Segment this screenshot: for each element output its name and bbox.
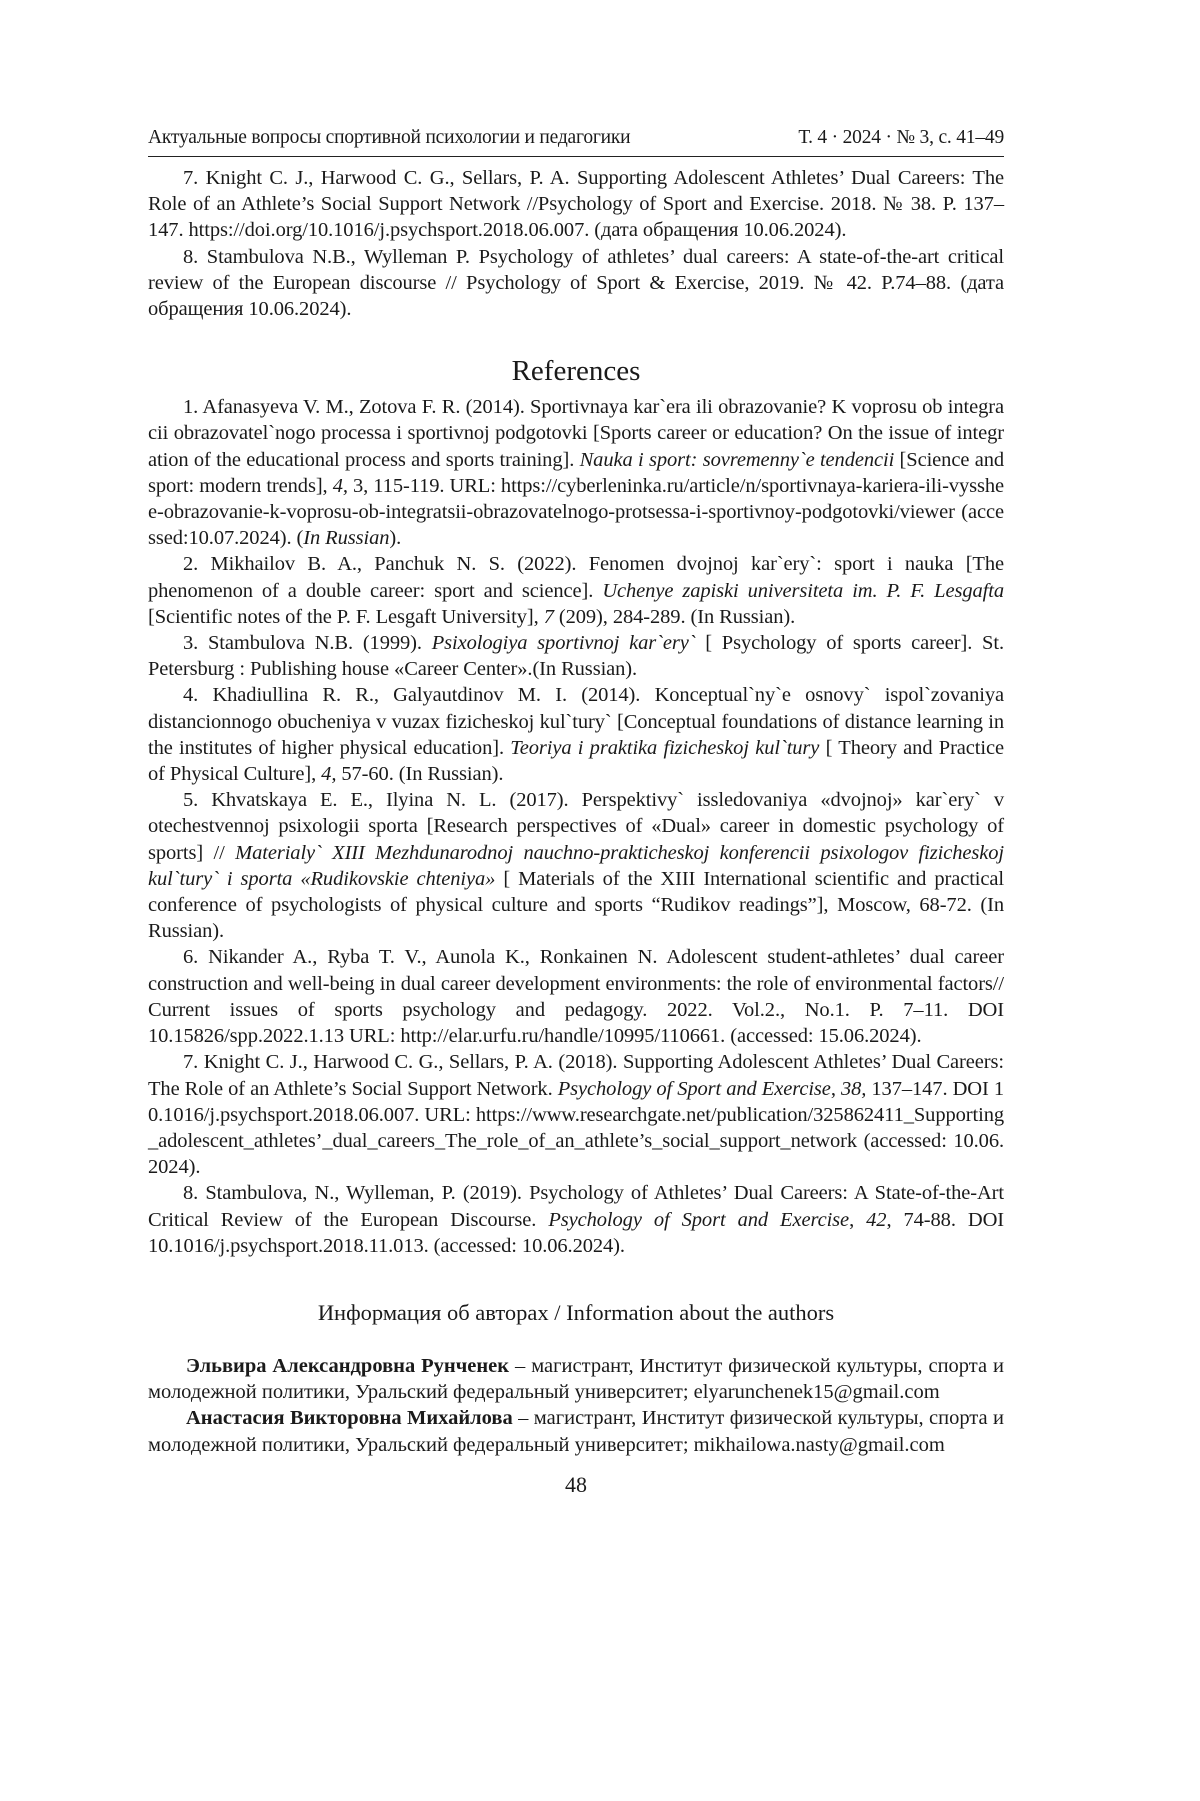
- journal-page: [148, 126, 1004, 1498]
- author-entry: [148, 1353, 1004, 1405]
- author-description: – магистрант, Институт физической культуры, спорта и молодежной политики, Уральский федеральный университет; elyarunchenek15@gmail.com: [148, 1354, 1004, 1404]
- author-name: Эльвира Александровна Рунченек: [186, 1354, 510, 1377]
- reference-item: 4. Khadiullina R. R., Galyautdinov M. I. (2014). Konceptual`ny`e osnovy` ispol`zovaniya distancionnogo obucheniya v vuzax fizicheskoj kul`tury` [Conceptual foundations of distance learning in the institutes of higher physical education]. Teoriya i praktika fizicheskoj kul`tury [ Theory and Practice of Physical Culture], 4, 57-60. (In Russian).: [148, 684, 1004, 786]
- references-heading: References: [511, 355, 641, 388]
- reference-item: 1. Afanasyeva V. M., Zotova F. R. (2014). Sportivnaya kar`era ili obrazovanie? K voprosu ob integracii obrazovatel`nogo processa i sportivnoj podgotovki [Sports career or education? On the issue of integration of the educational process and sports training]. Nauka i sport: sovremenny`e tendencii [Science and sport: modern trends], 4, 3, 115-119. URL: https://cyberleninka.ru/article/n/sportivnaya-kariera-ili-vysshee-obrazovanie-k-voprosu-ob-integratsii-obrazovatelnogo-protsessa-i-sportivnoy-podgotovki/viewer (accessed:10.07.2024). (In Russian).: [148, 396, 1004, 550]
- journal-title: Актуальные вопросы спортивной психологии и педагогики: [148, 127, 631, 148]
- author-entry: [148, 1405, 1004, 1457]
- reference-item: 8. Stambulova, N., Wylleman, P. (2019). Psychology of Athletes’ Dual Careers: A State-of-the-Art Critical Review of the European Discourse. Psychology of Sport and Exercise, 42, 74-88. DOI 10.1016/j.psychsport.2018.11.013. (accessed: 10.06.2024).: [148, 1182, 1004, 1257]
- reference-item: 5. Khvatskaya E. E., Ilyina N. L. (2017). Perspektivy` issledovaniya «dvojnoj» kar`ery` v otechestvennoj psixologii sporta [Research perspectives of «Dual» career in domestic psychology of sports] // Materialy` XIII Mezhdunarodnoj nauchno-prakticheskoj konferencii psixologov fizicheskoj kul`tury` i sporta «Rudikovskie chteniya» [ Materials of the XIII International scientific and practical conference of psychologists of physical culture and sports “Rudikov readings”], Moscow, 68-72. (In Russian).: [148, 789, 1004, 943]
- reference-item: 7. Knight C. J., Harwood C. G., Sellars, P. A. (2018). Supporting Adolescent Athletes’ Dual Careers: The Role of an Athlete’s Social Support Network. Psychology of Sport and Exercise, 38, 137–147. DOI 10.1016/j.psychsport.2018.06.007. URL: https://www.researchgate.net/publication/325862411_Supporting_adolescent_athletes’_dual_careers_The_role_of_an_athlete’s_social_support_network (accessed: 10.06.2024).: [148, 1051, 1004, 1179]
- issue-info: Т. 4 · 2024 · № 3, с. 41–49: [798, 127, 1004, 148]
- authors-heading: Информация об авторах / Information about the authors: [317, 1299, 835, 1325]
- author-name: Анастасия Викторовна Михайлова: [186, 1407, 513, 1430]
- author-description: – магистрант, Институт физической культуры, спорта и молодежной политики, Уральский федеральный университет; mikhailowa.nasty@gmail.com: [148, 1407, 1004, 1456]
- reference-item: 2. Mikhailov B. A., Panchuk N. S. (2022). Fenomen dvojnoj kar`ery`: sport i nauka [The phenomenon of a double career: sport and science]. Uchenye zapiski universiteta im. P. F. Lesgafta [Scientific notes of the P. F. Lesgaft University], 7 (209), 284-289. (In Russian).: [148, 553, 1004, 628]
- reference-item: 6. Nikander A., Ryba T. V., Aunola K., Ronkainen N. Adolescent student-athletes’ dual career construction and well-being in dual career development environments: the role of environmental factors// Current issues of sports psychology and pedagogy. 2022. Vol.2., No.1. P. 7–11. DOI 10.15826/spp.2022.1.13 URL: http://elar.urfu.ru/handle/10995/110661. (accessed: 15.06.2024).: [148, 946, 1004, 1048]
- page-number: 48: [565, 1471, 587, 1497]
- ru-reference-item: 8. Stambulova N.B., Wylleman P. Psychology of athletes’ dual careers: A state-of-the-art critical review of the European discourse // Psychology of Sport & Exercise, 2019. № 42. P.74–88. (дата обращения 10.06.2024).: [148, 245, 1004, 321]
- running-header: [148, 126, 1004, 157]
- reference-item: 3. Stambulova N.B. (1999). Psixologiya sportivnoj kar`ery` [ Psychology of sports career]. St. Petersburg : Publishing house «Career Center».(In Russian).: [148, 632, 1004, 681]
- ru-reference-item: 7. Knight C. J., Harwood C. G., Sellars, P. A. Supporting Adolescent Athletes’ Dual Careers: The Role of an Athlete’s Social Support Network //Psychology of Sport and Exercise. 2018. № 38. P. 137–147. https://doi.org/10.1016/j.psychsport.2018.06.007. (дата обращения 10.06.2024).: [148, 167, 1004, 242]
